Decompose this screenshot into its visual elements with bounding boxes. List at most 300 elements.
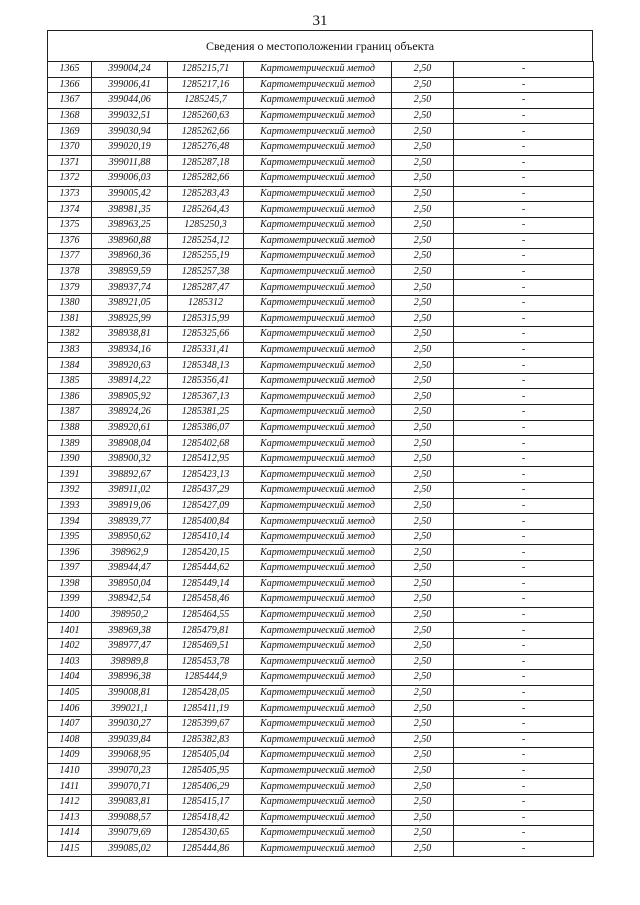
description-cell: - [454, 264, 594, 280]
x-coordinate-cell: 398937,74 [92, 280, 168, 296]
method-cell: Картометрический метод [244, 483, 392, 499]
description-cell: - [454, 93, 594, 109]
point-number-cell: 1400 [48, 607, 92, 623]
description-cell: - [454, 405, 594, 421]
point-number-cell: 1401 [48, 623, 92, 639]
point-number-cell: 1409 [48, 748, 92, 764]
table-row [48, 77, 594, 93]
point-number-cell: 1408 [48, 732, 92, 748]
y-coordinate-cell: 1285406,29 [168, 779, 244, 795]
table-row [48, 841, 594, 857]
description-cell: - [454, 420, 594, 436]
accuracy-cell: 2,50 [392, 186, 454, 202]
y-coordinate-cell: 1285257,38 [168, 264, 244, 280]
accuracy-cell: 2,50 [392, 93, 454, 109]
table-row [48, 155, 594, 171]
y-coordinate-cell: 1285262,66 [168, 124, 244, 140]
accuracy-cell: 2,50 [392, 670, 454, 686]
description-cell: - [454, 498, 594, 514]
table-row [48, 483, 594, 499]
point-number-cell: 1369 [48, 124, 92, 140]
method-cell: Картометрический метод [244, 701, 392, 717]
description-cell: - [454, 171, 594, 187]
accuracy-cell: 2,50 [392, 623, 454, 639]
method-cell: Картометрический метод [244, 529, 392, 545]
y-coordinate-cell: 1285276,48 [168, 139, 244, 155]
description-cell: - [454, 607, 594, 623]
x-coordinate-cell: 399006,41 [92, 77, 168, 93]
accuracy-cell: 2,50 [392, 280, 454, 296]
description-cell: - [454, 529, 594, 545]
y-coordinate-cell: 1285405,04 [168, 748, 244, 764]
x-coordinate-cell: 399085,02 [92, 841, 168, 857]
description-cell: - [454, 451, 594, 467]
y-coordinate-cell: 1285444,9 [168, 670, 244, 686]
accuracy-cell: 2,50 [392, 139, 454, 155]
table-row [48, 451, 594, 467]
table-row [48, 436, 594, 452]
table-row [48, 108, 594, 124]
description-cell: - [454, 327, 594, 343]
method-cell: Картометрический метод [244, 467, 392, 483]
table-row [48, 545, 594, 561]
table-row [48, 93, 594, 109]
table-row [48, 295, 594, 311]
x-coordinate-cell: 399030,94 [92, 124, 168, 140]
y-coordinate-cell: 1285287,18 [168, 155, 244, 171]
accuracy-cell: 2,50 [392, 155, 454, 171]
method-cell: Картометрический метод [244, 327, 392, 343]
description-cell: - [454, 436, 594, 452]
description-cell: - [454, 295, 594, 311]
y-coordinate-cell: 1285264,43 [168, 202, 244, 218]
accuracy-cell: 2,50 [392, 732, 454, 748]
y-coordinate-cell: 1285399,67 [168, 716, 244, 732]
point-number-cell: 1386 [48, 389, 92, 405]
table-row [48, 810, 594, 826]
x-coordinate-cell: 398921,05 [92, 295, 168, 311]
method-cell: Картометрический метод [244, 763, 392, 779]
accuracy-cell: 2,50 [392, 342, 454, 358]
method-cell: Картометрический метод [244, 436, 392, 452]
y-coordinate-cell: 1285410,14 [168, 529, 244, 545]
accuracy-cell: 2,50 [392, 545, 454, 561]
point-number-cell: 1377 [48, 249, 92, 265]
point-number-cell: 1388 [48, 420, 92, 436]
accuracy-cell: 2,50 [392, 373, 454, 389]
y-coordinate-cell: 1285282,66 [168, 171, 244, 187]
method-cell: Картометрический метод [244, 623, 392, 639]
description-cell: - [454, 358, 594, 374]
x-coordinate-cell: 398938,81 [92, 327, 168, 343]
accuracy-cell: 2,50 [392, 592, 454, 608]
point-number-cell: 1414 [48, 826, 92, 842]
table-row [48, 467, 594, 483]
description-cell: - [454, 810, 594, 826]
method-cell: Картометрический метод [244, 342, 392, 358]
x-coordinate-cell: 398944,47 [92, 561, 168, 577]
description-cell: - [454, 732, 594, 748]
point-number-cell: 1393 [48, 498, 92, 514]
method-cell: Картометрический метод [244, 171, 392, 187]
table-row [48, 280, 594, 296]
table-row [48, 701, 594, 717]
method-cell: Картометрический метод [244, 124, 392, 140]
accuracy-cell: 2,50 [392, 810, 454, 826]
y-coordinate-cell: 1285260,63 [168, 108, 244, 124]
x-coordinate-cell: 399079,69 [92, 826, 168, 842]
y-coordinate-cell: 1285283,43 [168, 186, 244, 202]
x-coordinate-cell: 398892,67 [92, 467, 168, 483]
table-row [48, 171, 594, 187]
method-cell: Картометрический метод [244, 389, 392, 405]
x-coordinate-cell: 399004,24 [92, 62, 168, 78]
x-coordinate-cell: 398924,26 [92, 405, 168, 421]
table-row [48, 623, 594, 639]
accuracy-cell: 2,50 [392, 794, 454, 810]
table-body [48, 62, 594, 857]
x-coordinate-cell: 398920,61 [92, 420, 168, 436]
accuracy-cell: 2,50 [392, 638, 454, 654]
method-cell: Картометрический метод [244, 358, 392, 374]
point-number-cell: 1365 [48, 62, 92, 78]
point-number-cell: 1396 [48, 545, 92, 561]
y-coordinate-cell: 1285453,78 [168, 654, 244, 670]
method-cell: Картометрический метод [244, 685, 392, 701]
table-row [48, 373, 594, 389]
point-number-cell: 1370 [48, 139, 92, 155]
x-coordinate-cell: 398920,63 [92, 358, 168, 374]
y-coordinate-cell: 1285381,25 [168, 405, 244, 421]
y-coordinate-cell: 1285464,55 [168, 607, 244, 623]
point-number-cell: 1371 [48, 155, 92, 171]
description-cell: - [454, 217, 594, 233]
method-cell: Картометрический метод [244, 93, 392, 109]
x-coordinate-cell: 398925,99 [92, 311, 168, 327]
point-number-cell: 1385 [48, 373, 92, 389]
x-coordinate-cell: 399039,84 [92, 732, 168, 748]
point-number-cell: 1398 [48, 576, 92, 592]
point-number-cell: 1368 [48, 108, 92, 124]
accuracy-cell: 2,50 [392, 779, 454, 795]
point-number-cell: 1392 [48, 483, 92, 499]
table-row [48, 311, 594, 327]
table-row [48, 716, 594, 732]
table-row [48, 389, 594, 405]
point-number-cell: 1407 [48, 716, 92, 732]
x-coordinate-cell: 399068,95 [92, 748, 168, 764]
description-cell: - [454, 62, 594, 78]
x-coordinate-cell: 399088,57 [92, 810, 168, 826]
accuracy-cell: 2,50 [392, 576, 454, 592]
description-cell: - [454, 748, 594, 764]
y-coordinate-cell: 1285479,81 [168, 623, 244, 639]
x-coordinate-cell: 398905,92 [92, 389, 168, 405]
point-number-cell: 1383 [48, 342, 92, 358]
table-row [48, 670, 594, 686]
y-coordinate-cell: 1285250,3 [168, 217, 244, 233]
accuracy-cell: 2,50 [392, 498, 454, 514]
description-cell: - [454, 483, 594, 499]
point-number-cell: 1397 [48, 561, 92, 577]
x-coordinate-cell: 399070,23 [92, 763, 168, 779]
boundary-table-sheet [47, 30, 593, 857]
x-coordinate-cell: 398919,06 [92, 498, 168, 514]
point-number-cell: 1374 [48, 202, 92, 218]
x-coordinate-cell: 399006,03 [92, 171, 168, 187]
accuracy-cell: 2,50 [392, 701, 454, 717]
boundary-points-table [47, 61, 594, 857]
table-row [48, 249, 594, 265]
y-coordinate-cell: 1285386,07 [168, 420, 244, 436]
y-coordinate-cell: 1285315,99 [168, 311, 244, 327]
method-cell: Картометрический метод [244, 545, 392, 561]
x-coordinate-cell: 398959,59 [92, 264, 168, 280]
accuracy-cell: 2,50 [392, 249, 454, 265]
point-number-cell: 1391 [48, 467, 92, 483]
y-coordinate-cell: 1285412,95 [168, 451, 244, 467]
x-coordinate-cell: 398934,16 [92, 342, 168, 358]
accuracy-cell: 2,50 [392, 295, 454, 311]
y-coordinate-cell: 1285415,17 [168, 794, 244, 810]
description-cell: - [454, 342, 594, 358]
method-cell: Картометрический метод [244, 654, 392, 670]
y-coordinate-cell: 1285402,68 [168, 436, 244, 452]
accuracy-cell: 2,50 [392, 233, 454, 249]
y-coordinate-cell: 1285444,86 [168, 841, 244, 857]
accuracy-cell: 2,50 [392, 841, 454, 857]
point-number-cell: 1389 [48, 436, 92, 452]
method-cell: Картометрический метод [244, 826, 392, 842]
table-row [48, 529, 594, 545]
accuracy-cell: 2,50 [392, 514, 454, 530]
description-cell: - [454, 155, 594, 171]
accuracy-cell: 2,50 [392, 77, 454, 93]
table-row [48, 498, 594, 514]
table-row [48, 732, 594, 748]
y-coordinate-cell: 1285405,95 [168, 763, 244, 779]
accuracy-cell: 2,50 [392, 561, 454, 577]
method-cell: Картометрический метод [244, 202, 392, 218]
method-cell: Картометрический метод [244, 217, 392, 233]
table-row [48, 514, 594, 530]
point-number-cell: 1372 [48, 171, 92, 187]
x-coordinate-cell: 398989,8 [92, 654, 168, 670]
table-row [48, 233, 594, 249]
description-cell: - [454, 311, 594, 327]
x-coordinate-cell: 398981,35 [92, 202, 168, 218]
accuracy-cell: 2,50 [392, 358, 454, 374]
table-row [48, 561, 594, 577]
method-cell: Картометрический метод [244, 576, 392, 592]
point-number-cell: 1384 [48, 358, 92, 374]
method-cell: Картометрический метод [244, 607, 392, 623]
description-cell: - [454, 670, 594, 686]
description-cell: - [454, 124, 594, 140]
description-cell: - [454, 545, 594, 561]
description-cell: - [454, 389, 594, 405]
point-number-cell: 1405 [48, 685, 92, 701]
y-coordinate-cell: 1285449,14 [168, 576, 244, 592]
x-coordinate-cell: 398963,25 [92, 217, 168, 233]
accuracy-cell: 2,50 [392, 467, 454, 483]
method-cell: Картометрический метод [244, 732, 392, 748]
table-row [48, 638, 594, 654]
x-coordinate-cell: 399030,27 [92, 716, 168, 732]
table-row [48, 794, 594, 810]
point-number-cell: 1394 [48, 514, 92, 530]
table-row [48, 607, 594, 623]
point-number-cell: 1367 [48, 93, 92, 109]
method-cell: Картометрический метод [244, 249, 392, 265]
point-number-cell: 1410 [48, 763, 92, 779]
x-coordinate-cell: 399008,81 [92, 685, 168, 701]
y-coordinate-cell: 1285444,62 [168, 561, 244, 577]
point-number-cell: 1390 [48, 451, 92, 467]
accuracy-cell: 2,50 [392, 171, 454, 187]
x-coordinate-cell: 398960,36 [92, 249, 168, 265]
accuracy-cell: 2,50 [392, 607, 454, 623]
accuracy-cell: 2,50 [392, 451, 454, 467]
accuracy-cell: 2,50 [392, 202, 454, 218]
y-coordinate-cell: 1285255,19 [168, 249, 244, 265]
description-cell: - [454, 841, 594, 857]
description-cell: - [454, 826, 594, 842]
x-coordinate-cell: 398939,77 [92, 514, 168, 530]
x-coordinate-cell: 398960,88 [92, 233, 168, 249]
x-coordinate-cell: 398950,62 [92, 529, 168, 545]
y-coordinate-cell: 1285418,42 [168, 810, 244, 826]
description-cell: - [454, 249, 594, 265]
x-coordinate-cell: 398911,02 [92, 483, 168, 499]
table-row [48, 217, 594, 233]
method-cell: Картометрический метод [244, 280, 392, 296]
method-cell: Картометрический метод [244, 794, 392, 810]
accuracy-cell: 2,50 [392, 389, 454, 405]
method-cell: Картометрический метод [244, 186, 392, 202]
table-row [48, 264, 594, 280]
method-cell: Картометрический метод [244, 295, 392, 311]
accuracy-cell: 2,50 [392, 311, 454, 327]
description-cell: - [454, 654, 594, 670]
accuracy-cell: 2,50 [392, 217, 454, 233]
x-coordinate-cell: 398950,2 [92, 607, 168, 623]
point-number-cell: 1376 [48, 233, 92, 249]
accuracy-cell: 2,50 [392, 420, 454, 436]
description-cell: - [454, 794, 594, 810]
method-cell: Картометрический метод [244, 498, 392, 514]
point-number-cell: 1375 [48, 217, 92, 233]
description-cell: - [454, 623, 594, 639]
x-coordinate-cell: 398908,04 [92, 436, 168, 452]
x-coordinate-cell: 399032,51 [92, 108, 168, 124]
description-cell: - [454, 701, 594, 717]
description-cell: - [454, 561, 594, 577]
x-coordinate-cell: 399070,71 [92, 779, 168, 795]
x-coordinate-cell: 398914,22 [92, 373, 168, 389]
method-cell: Картометрический метод [244, 810, 392, 826]
method-cell: Картометрический метод [244, 62, 392, 78]
y-coordinate-cell: 1285331,41 [168, 342, 244, 358]
y-coordinate-cell: 1285423,13 [168, 467, 244, 483]
accuracy-cell: 2,50 [392, 264, 454, 280]
description-cell: - [454, 202, 594, 218]
y-coordinate-cell: 1285287,47 [168, 280, 244, 296]
point-number-cell: 1379 [48, 280, 92, 296]
table-row [48, 327, 594, 343]
y-coordinate-cell: 1285420,15 [168, 545, 244, 561]
point-number-cell: 1411 [48, 779, 92, 795]
method-cell: Картометрический метод [244, 592, 392, 608]
description-cell: - [454, 763, 594, 779]
method-cell: Картометрический метод [244, 233, 392, 249]
point-number-cell: 1406 [48, 701, 92, 717]
y-coordinate-cell: 1285400,84 [168, 514, 244, 530]
description-cell: - [454, 576, 594, 592]
x-coordinate-cell: 398977,47 [92, 638, 168, 654]
table-row [48, 685, 594, 701]
point-number-cell: 1404 [48, 670, 92, 686]
method-cell: Картометрический метод [244, 638, 392, 654]
point-number-cell: 1412 [48, 794, 92, 810]
method-cell: Картометрический метод [244, 561, 392, 577]
accuracy-cell: 2,50 [392, 124, 454, 140]
x-coordinate-cell: 399083,81 [92, 794, 168, 810]
point-number-cell: 1415 [48, 841, 92, 857]
y-coordinate-cell: 1285458,46 [168, 592, 244, 608]
point-number-cell: 1399 [48, 592, 92, 608]
y-coordinate-cell: 1285325,66 [168, 327, 244, 343]
x-coordinate-cell: 398969,38 [92, 623, 168, 639]
accuracy-cell: 2,50 [392, 748, 454, 764]
x-coordinate-cell: 398950,04 [92, 576, 168, 592]
y-coordinate-cell: 1285254,12 [168, 233, 244, 249]
x-coordinate-cell: 399021,1 [92, 701, 168, 717]
accuracy-cell: 2,50 [392, 716, 454, 732]
description-cell: - [454, 186, 594, 202]
description-cell: - [454, 514, 594, 530]
accuracy-cell: 2,50 [392, 685, 454, 701]
x-coordinate-cell: 398962,9 [92, 545, 168, 561]
table-row [48, 124, 594, 140]
point-number-cell: 1395 [48, 529, 92, 545]
table-title: Сведения о местоположении границ объекта [47, 30, 593, 61]
method-cell: Картометрический метод [244, 451, 392, 467]
y-coordinate-cell: 1285382,83 [168, 732, 244, 748]
point-number-cell: 1380 [48, 295, 92, 311]
table-row [48, 779, 594, 795]
description-cell: - [454, 779, 594, 795]
accuracy-cell: 2,50 [392, 763, 454, 779]
description-cell: - [454, 280, 594, 296]
y-coordinate-cell: 1285356,41 [168, 373, 244, 389]
table-row [48, 420, 594, 436]
method-cell: Картометрический метод [244, 670, 392, 686]
accuracy-cell: 2,50 [392, 529, 454, 545]
x-coordinate-cell: 399044,06 [92, 93, 168, 109]
description-cell: - [454, 592, 594, 608]
accuracy-cell: 2,50 [392, 327, 454, 343]
table-row [48, 592, 594, 608]
x-coordinate-cell: 399005,42 [92, 186, 168, 202]
point-number-cell: 1403 [48, 654, 92, 670]
table-row [48, 763, 594, 779]
y-coordinate-cell: 1285312 [168, 295, 244, 311]
x-coordinate-cell: 398900,32 [92, 451, 168, 467]
method-cell: Картометрический метод [244, 841, 392, 857]
table-row [48, 748, 594, 764]
table-row [48, 342, 594, 358]
